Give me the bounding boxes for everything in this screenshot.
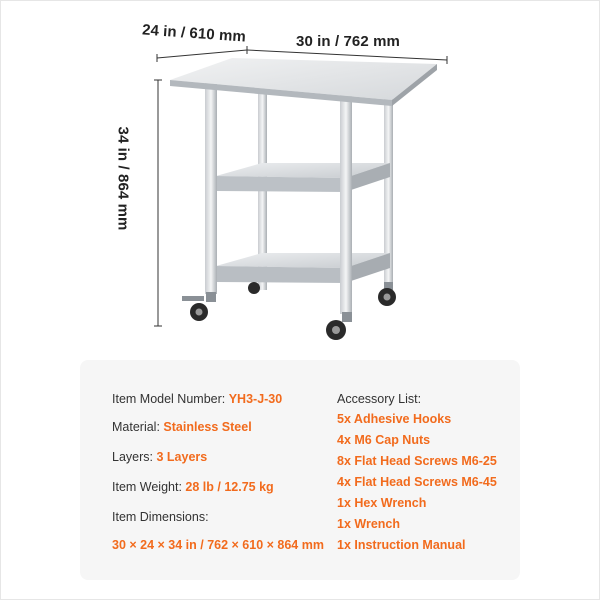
width-dimension-label: 30 in / 762 mm (296, 33, 400, 50)
accessory-item: 8x Flat Head Screws M6-25 (337, 454, 497, 468)
accessory-item: 1x Instruction Manual (337, 538, 466, 552)
accessory-item: 1x Wrench (337, 517, 400, 531)
spec-card (80, 360, 520, 580)
weight-row (112, 480, 274, 494)
accessory-item: 1x Hex Wrench (337, 496, 427, 510)
model-number-label: Item Model Number: (112, 392, 226, 406)
material-value: Stainless Steel (163, 420, 252, 434)
weight-value: 28 lb / 12.75 kg (185, 480, 274, 494)
layers-value: 3 Layers (156, 450, 208, 464)
layers-label: Layers: (112, 450, 153, 464)
front-leg-left (205, 82, 217, 294)
material-row (112, 420, 252, 434)
depth-dimension-label: 24 in / 610 mm (141, 21, 247, 46)
model-number-row (112, 392, 282, 406)
model-number-value: YH3-J-30 (228, 392, 283, 406)
accessory-item: 4x M6 Cap Nuts (337, 433, 431, 447)
accessory-list-title: Accessory List: (337, 392, 422, 406)
accessory-item: 5x Adhesive Hooks (337, 412, 452, 426)
layers-row (112, 450, 207, 464)
weight-label: Item Weight: (112, 480, 182, 494)
accessory-item: 4x Flat Head Screws M6-45 (337, 475, 497, 489)
height-dimension-label: 34 in / 864 mm (114, 126, 132, 231)
dimensions-value: 30 × 24 × 34 in / 762 × 610 × 864 mm (112, 538, 324, 552)
front-leg-right (340, 94, 352, 314)
material-label: Material: (112, 420, 160, 434)
dimensions-label: Item Dimensions: (112, 510, 209, 524)
